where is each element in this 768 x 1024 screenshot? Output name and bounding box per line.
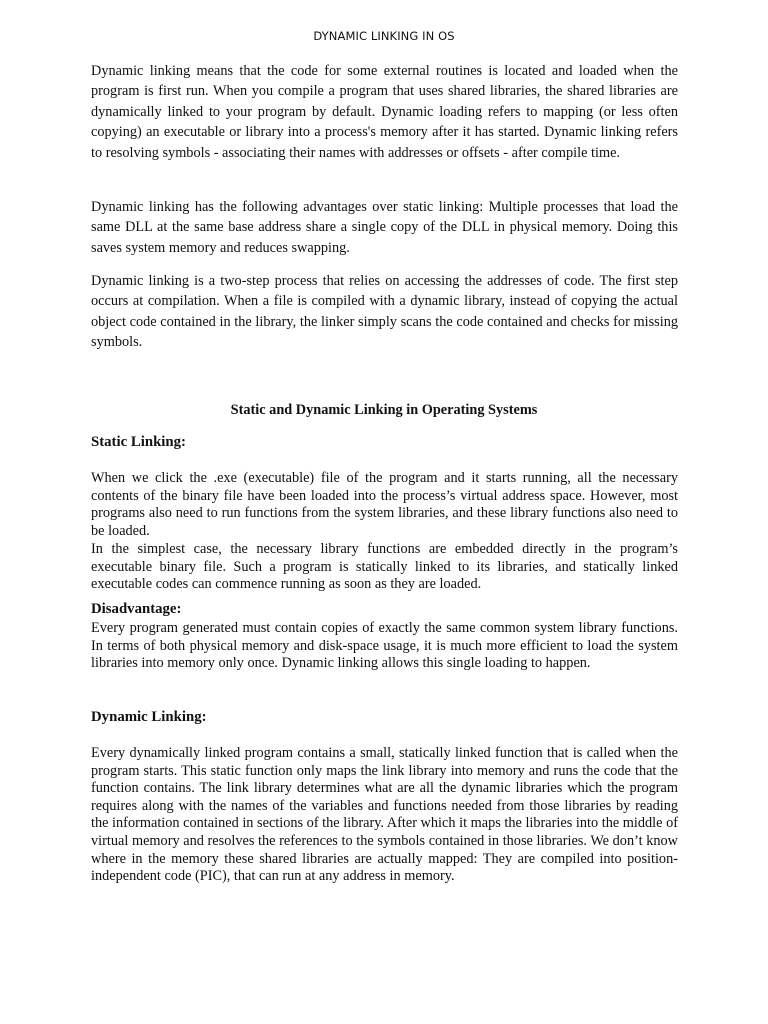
- dynamic-linking-paragraph: Every dynamically linked program contains a small, statically linked function that is called when the program starts. This static function only maps the link library into memory and runs the code that the function contains. The link library determines what are all the dynamic libraries which the program requires along with the names of the variables and functions needed from those libraries by reading the information contained in sections of the library. After which it maps the libraries into the middle of virtual memory and resolves the references to the symbols contained in those libraries. We don’t know where in the memory these shared libraries are actually mapped: They are compiled into position-independent code (PIC), that can run at any address in memory.: [91, 745, 678, 885]
- intro-paragraph-2: Dynamic linking has the following advantages over static linking: Multiple processes that load the same DLL at the same base address share a single copy of the DLL in physical memory. Doing this saves system memory and reduces swapping.: [91, 199, 678, 256]
- section-title: Static and Dynamic Linking in Operating Systems: [230, 402, 538, 418]
- disadvantage-paragraph: Every program generated must contain copies of exactly the same common system library functions. In terms of both physical memory and disk-space usage, it is much more efficient to load the system libraries into memory only once. Dynamic linking allows this single loading to happen.: [91, 620, 678, 672]
- document-title: DYNAMIC LINKING IN OS: [313, 29, 455, 43]
- intro-paragraph-3: Dynamic linking is a two-step process that relies on accessing the addresses of code. The first step occurs at compilation. When a file is compiled with a dynamic library, instead of copying the actual object code contained in the library, the linker simply scans the code contained and checks for missing symbols.: [91, 273, 678, 351]
- static-linking-paragraph-1: When we click the .exe (executable) file of the program and it starts running, all the necessary contents of the binary file have been loaded into the process’s virtual address space. However, most programs also need to run functions from the system libraries, and these library functions also need to be loaded.: [91, 470, 678, 539]
- intro-paragraph-1: Dynamic linking means that the code for some external routines is located and loaded when the program is first run. When you compile a program that uses shared libraries, the shared libraries are dynamically linked to your program by default. Dynamic loading refers to mapping (or less often copying) an executable or library into a process's memory after it has started. Dynamic linking refers to resolving symbols - associating their names with addresses or offsets - after compile time.: [91, 63, 678, 161]
- dynamic-linking-heading: Dynamic Linking:: [91, 709, 207, 725]
- static-linking-heading: Static Linking:: [91, 434, 186, 450]
- static-linking-paragraph-2: In the simplest case, the necessary library functions are embedded directly in the program’s executable binary file. Such a program is statically linked to its libraries, and statically linked executable codes can commence running as soon as they are loaded.: [91, 541, 678, 593]
- disadvantage-heading: Disadvantage:: [91, 601, 182, 617]
